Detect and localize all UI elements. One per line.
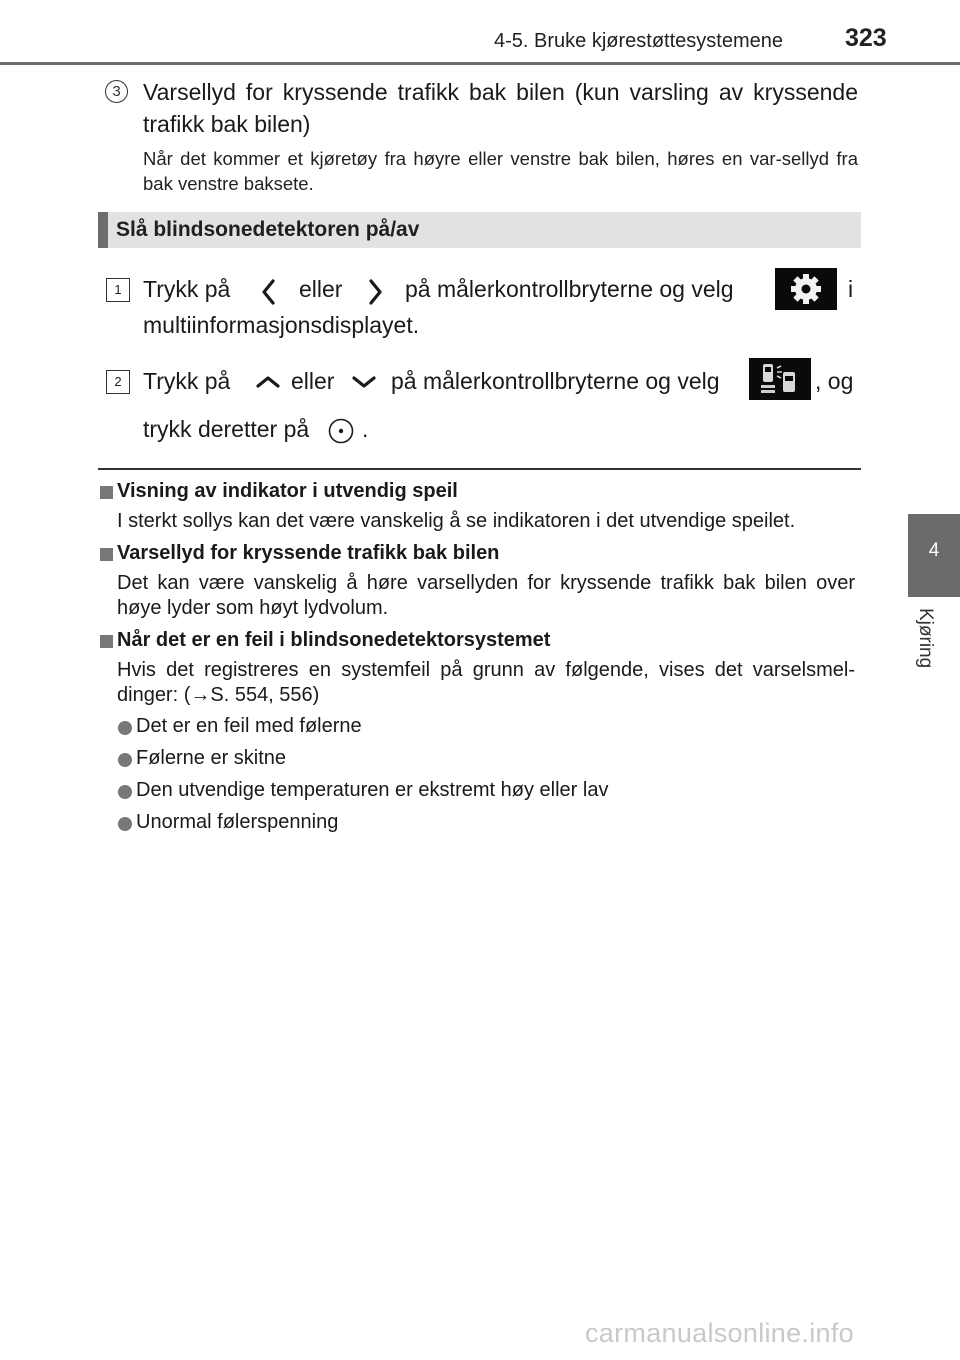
notes-divider [98, 468, 861, 470]
step1-text-3: på målerkontrollbryterne og velg [405, 276, 734, 302]
note-heading: Varsellyd for kryssende trafikk bak bilen [117, 542, 500, 564]
section-heading-bar [98, 212, 108, 248]
chapter-number: 4 [928, 540, 940, 561]
chevron-up-icon [254, 372, 282, 397]
note-body: Hvis det registreres en systemfeil på grunn av følgende, vises det varselsmel-dinger: (→S. 554, 556) [117, 659, 855, 706]
item-title: Varsellyd for kryssende trafikk bak bilen (kun varsling av kryssende trafikk bak bilen) [143, 79, 858, 137]
header-rule [0, 62, 960, 65]
ok-button-icon [328, 418, 354, 449]
note-body: Det kan være vanskelig å høre varsellyden for kryssende trafikk bak bilen over høye lyder som høyt lydvolum. [117, 572, 855, 619]
step2-text-5: . [362, 416, 369, 442]
step2-text-line2: trykk deretter på [143, 416, 310, 442]
bullet-item: Den utvendige temperaturen er ekstremt høy eller lav [136, 779, 609, 801]
note-heading: Visning av indikator i utvendig speil [117, 480, 458, 502]
chevron-right-icon [364, 277, 386, 312]
bullet-dot [118, 785, 132, 799]
watermark-text: carmanualsonline.info [585, 1318, 854, 1348]
bullet-item: Følerne er skitne [136, 747, 287, 769]
running-header-section: 4-5. Bruke kjørestøttesystemene [494, 30, 783, 52]
step1-text-2: eller [299, 276, 343, 302]
section-heading-band [98, 212, 861, 248]
note-square-marker [100, 548, 113, 561]
page-number: 323 [845, 24, 887, 52]
chapter-label: Kjøring [915, 608, 936, 669]
bullet-dot [118, 721, 132, 735]
step-number-box: 1 [106, 278, 130, 302]
step1-text-1: Trykk på [143, 276, 231, 302]
step-number-box: 2 [106, 370, 130, 394]
note-heading: Når det er en feil i blindsonedetektorsystemet [117, 629, 551, 651]
note-body: I sterkt sollys kan det være vanskelig å se indikatoren i det utvendige speilet. [117, 510, 796, 532]
chevron-left-icon [258, 277, 280, 312]
step2-text-3: på målerkontrollbryterne og velg [391, 368, 720, 394]
section-title: Slå blindsonedetektoren på/av [116, 218, 420, 241]
step2-text-2: eller [291, 368, 335, 394]
step1-text-4: i [848, 276, 854, 302]
step2-text-1: Trykk på [143, 368, 231, 394]
step1-text-line2: multiinformasjonsdisplayet. [143, 312, 420, 338]
gear-icon [775, 268, 837, 310]
chapter-tab [908, 514, 960, 597]
item-marker-circle: 3 [105, 80, 128, 103]
bullet-dot [118, 817, 132, 831]
note-square-marker [100, 486, 113, 499]
blind-spot-monitor-icon [749, 358, 811, 400]
step2-text-4: , og [815, 368, 854, 394]
bullet-item: Det er en feil med følerne [136, 715, 362, 737]
bullet-dot [118, 753, 132, 767]
chevron-down-icon [350, 372, 378, 397]
item-body: Når det kommer et kjøretøy fra høyre eller venstre bak bilen, høres en var-sellyd fra bak venstre baksete. [143, 148, 858, 194]
bullet-item: Unormal følerspenning [136, 811, 339, 833]
note-square-marker [100, 635, 113, 648]
